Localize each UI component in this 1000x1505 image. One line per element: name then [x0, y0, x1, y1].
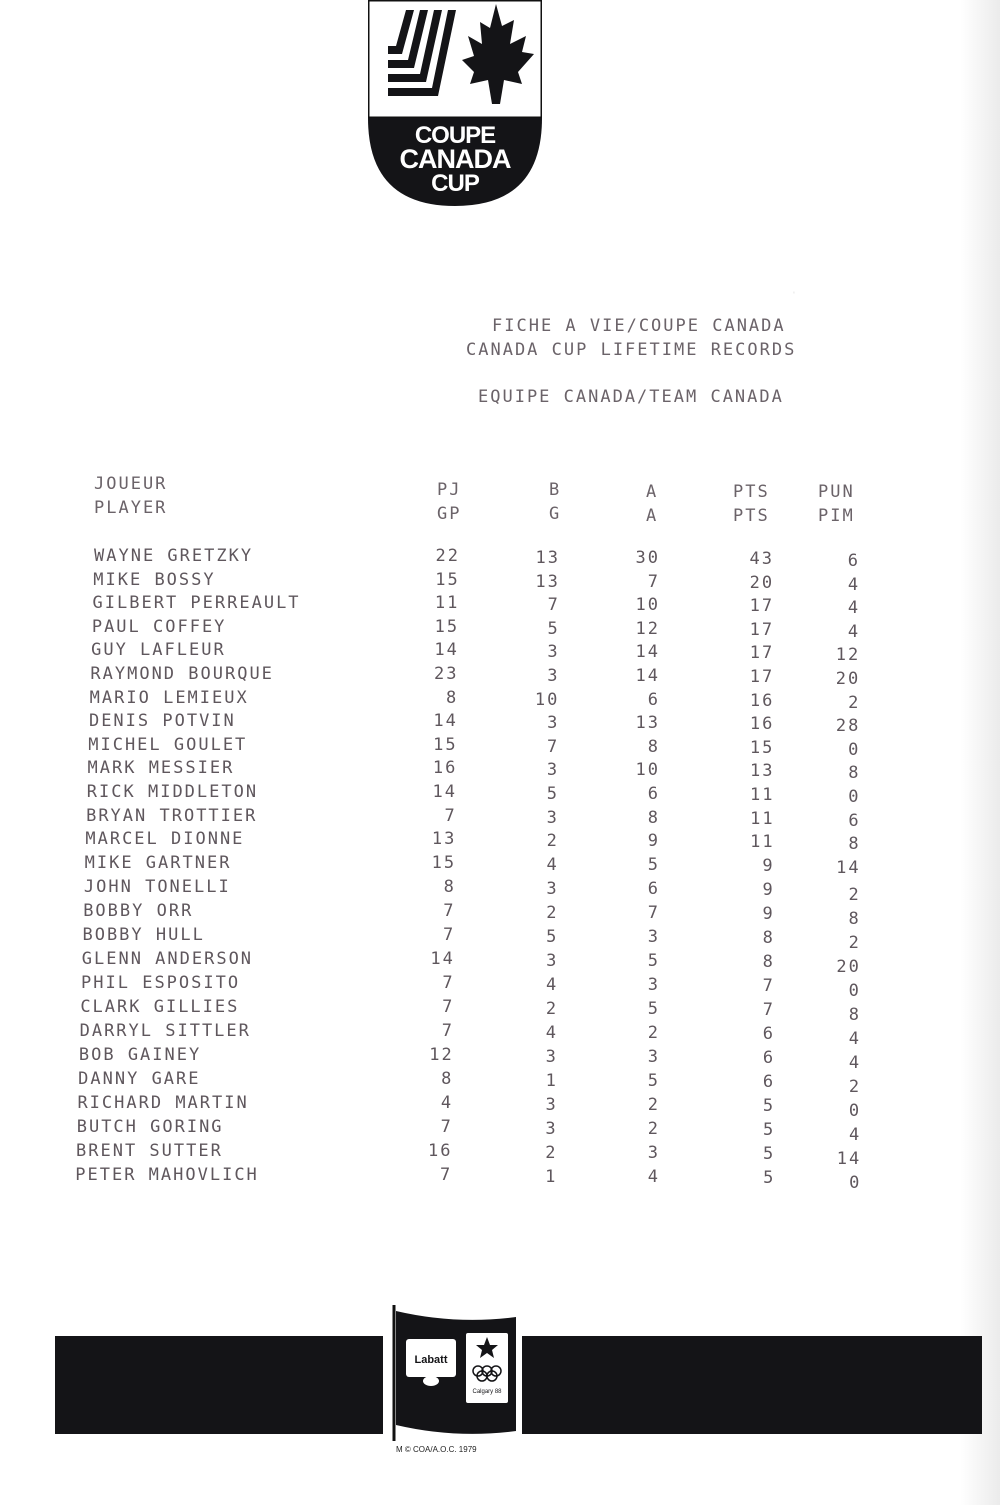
cell-pts: 11 [750, 808, 775, 829]
cell-a: 2 [647, 1095, 660, 1116]
cell-player: RAYMOND BOURQUE [90, 664, 274, 684]
cell-player: DARRYL SITTLER [79, 1021, 251, 1042]
cell-pts: 6 [762, 1072, 776, 1093]
cell-pts: 17 [749, 596, 775, 617]
cell-pts: 11 [750, 785, 775, 805]
cell-player: PETER MAHOVLICH [75, 1165, 259, 1186]
cell-gp: 14 [430, 949, 455, 970]
cell-pts: 5 [762, 1096, 776, 1117]
cell-gp: 8 [445, 687, 459, 708]
cell-pts: 9 [762, 856, 775, 877]
cell-pts: 5 [763, 1144, 776, 1165]
cell-pim: 6 [847, 551, 860, 571]
cell-a: 6 [647, 879, 660, 900]
cell-a: 6 [647, 689, 660, 710]
cell-a: 3 [647, 1143, 660, 1164]
cell-player: MARCEL DIONNE [85, 829, 245, 850]
cell-gp: 4 [440, 1093, 454, 1114]
cell-a: 3 [647, 1047, 660, 1068]
cell-a: 3 [647, 975, 660, 996]
cell-gp: 7 [441, 1021, 454, 1042]
cell-g: 3 [547, 642, 560, 663]
cell-g: 10 [534, 689, 560, 710]
cell-player: MICHEL GOULET [88, 734, 248, 755]
cell-gp: 7 [443, 901, 456, 922]
cell-pim: 4 [847, 574, 861, 595]
cell-g: 3 [545, 1047, 558, 1068]
col-g-fr: B [549, 480, 562, 500]
cell-g: 5 [546, 927, 559, 948]
copyright-notice: M © COA/A.O.C. 1979 [396, 1445, 477, 1454]
cell-g: 3 [546, 807, 559, 828]
cell-pts: 17 [749, 667, 775, 687]
cell-pts: 7 [762, 976, 775, 997]
col-player-fr: JOUEUR [94, 474, 168, 494]
cell-a: 5 [647, 855, 660, 876]
cell-pim: 4 [847, 598, 861, 619]
cell-pim: 8 [848, 909, 861, 930]
cell-pim: 4 [847, 621, 861, 642]
cell-pim: 2 [848, 933, 861, 954]
cell-pim: 2 [848, 692, 861, 713]
cell-pim: 0 [848, 787, 861, 807]
cell-player: MARK MESSIER [87, 758, 235, 779]
cell-pim: 12 [835, 645, 861, 666]
cell-pts: 8 [762, 928, 775, 949]
col-gp-fr: PJ [437, 480, 462, 500]
col-pts-en: PTS [733, 506, 770, 526]
cell-a: 3 [647, 927, 660, 948]
col-a-en: A [646, 506, 659, 526]
labatt-calgary-flag [392, 1305, 520, 1441]
cell-a: 8 [647, 736, 660, 757]
cell-g: 1 [545, 1071, 558, 1092]
cell-g: 3 [547, 666, 560, 686]
col-player-en: PLAYER [94, 498, 168, 518]
col-pts-fr: PTS [733, 482, 770, 502]
cell-gp: 8 [443, 877, 456, 898]
cell-gp: 15 [433, 734, 458, 755]
cell-pts: 9 [762, 904, 775, 925]
cell-gp: 7 [442, 997, 455, 1018]
cell-a: 14 [635, 642, 660, 663]
cell-pts: 8 [762, 952, 775, 973]
cell-g: 3 [545, 1095, 558, 1116]
cell-g: 1 [545, 1167, 558, 1188]
team-subtitle: EQUIPE CANADA/TEAM CANADA [478, 387, 784, 407]
cell-g: 2 [545, 999, 559, 1020]
cell-pim: 6 [848, 810, 861, 831]
cell-pim: 20 [836, 957, 861, 978]
cell-pim: 0 [848, 739, 861, 760]
cell-gp: 7 [439, 1165, 453, 1186]
logo-text-canada: CANADA [399, 144, 511, 174]
cell-gp: 7 [442, 925, 456, 946]
cell-player: CLARK GILLIES [80, 997, 240, 1018]
cell-gp: 15 [434, 616, 460, 637]
cell-g: 2 [546, 831, 559, 852]
col-g-en: G [549, 504, 562, 524]
cell-player: PAUL COFFEY [91, 616, 227, 637]
cell-gp: 16 [432, 758, 458, 779]
cell-a: 14 [635, 666, 660, 686]
cell-player: MIKE BOSSY [93, 569, 216, 590]
cell-pim: 14 [836, 858, 861, 879]
cell-gp: 23 [434, 664, 459, 684]
cell-player: JOHN TONELLI [83, 877, 231, 898]
cell-a: 6 [647, 784, 660, 804]
cell-g: 13 [535, 548, 560, 568]
cell-pim: 8 [848, 1005, 861, 1026]
cell-player: RICK MIDDLETON [86, 782, 259, 802]
cell-a: 5 [647, 999, 660, 1020]
cell-a: 5 [647, 1071, 660, 1092]
cell-gp: 7 [442, 973, 455, 994]
col-pim-fr: PUN [818, 482, 855, 502]
cell-a: 2 [647, 1023, 660, 1044]
cell-player: RICHARD MARTIN [77, 1093, 249, 1114]
cell-g: 3 [547, 713, 560, 734]
cell-pts: 43 [749, 549, 774, 569]
cell-pim: 4 [848, 1125, 862, 1146]
cell-player: GUY LAFLEUR [91, 640, 226, 661]
cell-pim: 14 [836, 1149, 862, 1170]
cell-player: BOBBY HULL [82, 925, 205, 946]
cell-pts: 6 [762, 1048, 776, 1069]
title-english: CANADA CUP LIFETIME RECORDS [466, 340, 797, 360]
cell-g: 3 [546, 951, 559, 972]
cell-pim: 8 [848, 763, 861, 784]
cell-gp: 14 [433, 711, 458, 732]
cell-a: 8 [647, 807, 660, 828]
cell-g: 2 [545, 1143, 558, 1164]
cell-a: 10 [635, 595, 660, 616]
cell-pim: 4 [848, 1029, 861, 1050]
cell-pim: 28 [835, 716, 861, 737]
cell-a: 5 [647, 951, 660, 972]
cell-gp: 15 [435, 569, 460, 590]
cell-pim: 20 [835, 669, 861, 689]
cell-pim: 4 [848, 1053, 862, 1074]
cell-pim: 0 [848, 981, 861, 1002]
cell-gp: 11 [434, 593, 460, 614]
col-pim-en: PIM [818, 506, 855, 526]
cell-player: BUTCH GORING [76, 1117, 224, 1138]
cell-pts: 17 [749, 619, 775, 640]
cell-player: BRYAN TROTTIER [86, 805, 258, 826]
col-gp-en: GP [437, 504, 462, 524]
cell-pts: 5 [763, 1168, 776, 1189]
cell-pts: 16 [749, 714, 775, 735]
cell-a: 7 [647, 903, 660, 924]
cell-gp: 7 [440, 1117, 453, 1138]
cell-pts: 13 [749, 761, 775, 782]
cell-a: 2 [647, 1119, 660, 1140]
cell-pts: 15 [749, 737, 775, 758]
cell-a: 9 [647, 831, 660, 852]
cell-player: MIKE GARTNER [84, 853, 232, 874]
logo-text-coupe: COUPE [414, 122, 496, 149]
cell-g: 5 [547, 618, 560, 639]
footer-band-left [55, 1336, 383, 1434]
cell-gp: 15 [431, 853, 457, 874]
cell-pts: 5 [762, 1120, 776, 1141]
cell-g: 4 [546, 855, 559, 876]
cell-g: 2 [546, 903, 559, 924]
logo-text-cup: CUP [431, 170, 479, 197]
cell-pim: 0 [849, 1173, 862, 1194]
cell-pts: 17 [749, 643, 775, 664]
cell-player: BOBBY ORR [83, 901, 194, 922]
cell-gp: 14 [434, 640, 459, 661]
cell-a: 13 [635, 713, 660, 734]
cell-player: GILBERT PERREAULT [92, 593, 301, 614]
cell-pts: 7 [762, 1000, 775, 1021]
cell-player: GLENN ANDERSON [81, 949, 254, 970]
cell-a: 10 [635, 760, 660, 781]
cell-pts: 20 [749, 572, 775, 593]
cell-g: 13 [535, 571, 560, 592]
cell-gp: 16 [428, 1141, 453, 1162]
cell-a: 30 [635, 548, 660, 568]
cell-pts: 6 [762, 1024, 775, 1045]
title-french: FICHE A VIE/COUPE CANADA [492, 316, 786, 336]
cell-g: 3 [546, 760, 560, 781]
cell-pts: 11 [750, 832, 775, 853]
cell-g: 3 [546, 879, 559, 900]
ghost-text: · [790, 286, 800, 301]
cell-a: 4 [647, 1167, 660, 1188]
cell-player: DENIS POTVIN [88, 711, 236, 732]
cell-g: 7 [546, 736, 560, 757]
cell-pim: 8 [848, 834, 861, 855]
cell-a: 7 [647, 571, 660, 592]
cell-pts: 16 [749, 690, 775, 711]
flag-event-label: Calgary 88 [472, 1389, 502, 1395]
cell-gp: 13 [431, 829, 457, 850]
cell-g: 7 [547, 595, 560, 616]
cell-a: 12 [635, 618, 660, 639]
cell-player: MARIO LEMIEUX [89, 687, 249, 708]
cell-gp: 8 [441, 1069, 454, 1090]
cell-pim: 0 [848, 1101, 862, 1122]
page-edge-shadow [960, 0, 1000, 1505]
cell-pim: 2 [848, 885, 861, 906]
cell-player: BOB GAINEY [78, 1045, 202, 1066]
cell-player: WAYNE GRETZKY [94, 546, 254, 566]
cell-g: 4 [545, 1023, 558, 1044]
col-a-fr: A [646, 482, 659, 502]
footer-band-right [522, 1336, 982, 1434]
cell-player: BRENT SUTTER [76, 1141, 223, 1162]
cell-g: 5 [546, 784, 559, 804]
flag-brand-label: Labatt [414, 1354, 448, 1366]
cell-gp: 12 [429, 1045, 454, 1066]
cell-player: PHIL ESPOSITO [81, 973, 241, 994]
cell-gp: 14 [432, 782, 457, 802]
cell-gp: 22 [435, 546, 460, 566]
cell-g: 3 [545, 1119, 558, 1140]
cell-gp: 7 [444, 805, 457, 826]
cell-player: DANNY GARE [78, 1069, 201, 1090]
cell-g: 4 [545, 975, 559, 996]
cell-pts: 9 [762, 880, 775, 901]
cell-pim: 2 [848, 1077, 862, 1098]
